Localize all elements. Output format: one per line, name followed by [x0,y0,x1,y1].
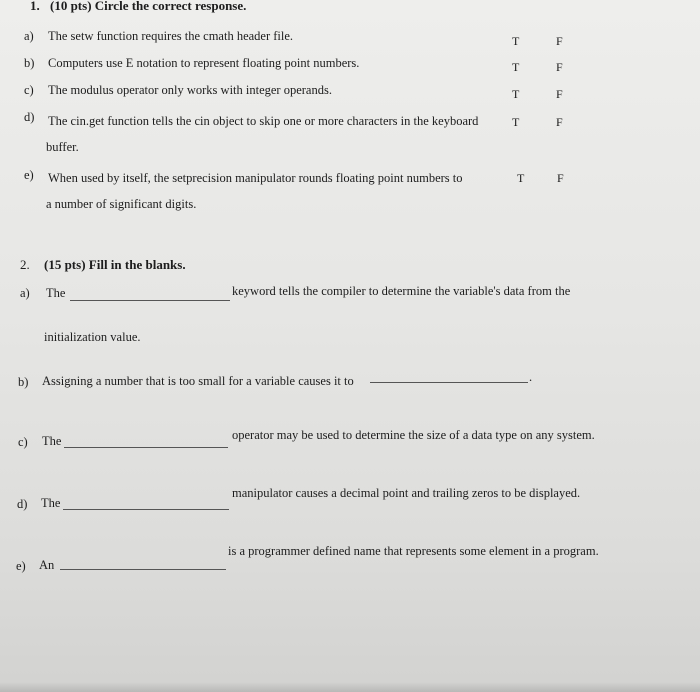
section2-number: 2. [20,257,30,272]
tf-item-d-false[interactable]: F [556,115,563,129]
page-shadow [0,682,700,692]
tf-item-e-continuation: a number of significant digits. [46,197,197,211]
blank-item-d-label: d) [17,497,28,511]
section1-number: 1. [30,0,40,13]
tf-item-d-true[interactable]: T [512,115,520,129]
blank-item-e-label: e) [16,559,26,573]
tf-item-e-text: When used by itself, the setprecision manipulator rounds floating point numbers to [48,171,463,185]
blank-item-a-continuation: initialization value. [44,330,141,344]
tf-item-a-false[interactable]: F [556,34,563,48]
tf-item-b-true[interactable]: T [512,60,520,74]
blank-item-b-post: . [529,370,533,384]
tf-item-c-text: The modulus operator only works with integer operands. [48,83,332,97]
tf-item-d-label: d) [24,110,35,124]
blank-item-e-pre: An [39,558,55,572]
blank-item-c-input[interactable] [64,447,228,448]
blank-item-b-input[interactable] [370,382,528,383]
blank-item-a-post: keyword tells the compiler to determine the variable's data from the [232,284,571,298]
blank-item-c-label: c) [18,435,28,449]
tf-item-b-text: Computers use E notation to represent floating point numbers. [48,56,360,70]
tf-item-c-label: c) [24,83,34,97]
tf-item-c-false[interactable]: F [556,87,563,101]
tf-item-a-true[interactable]: T [512,34,520,48]
blank-item-d-input[interactable] [63,509,229,510]
blank-item-c-post: operator may be used to determine the size of a data type on any system. [232,428,595,442]
section1-heading: (10 pts) Circle the correct response. [50,0,247,13]
blank-item-c-pre: The [42,434,62,448]
tf-item-d-text: The cin.get function tells the cin object to skip one or more characters in the keyboard [48,114,479,128]
tf-item-e-false[interactable]: F [557,171,564,185]
blank-item-d-pre: The [41,496,61,510]
section2-heading: (15 pts) Fill in the blanks. [44,257,186,272]
tf-item-e-label: e) [24,168,34,182]
blank-item-e-input[interactable] [60,569,226,570]
blank-item-a-label: a) [20,286,30,300]
blank-item-a-input[interactable] [70,300,230,301]
blank-item-b-pre: Assigning a number that is too small for a variable causes it to [42,374,354,388]
blank-item-e-post: is a programmer defined name that represents some element in a program. [228,544,599,558]
blank-item-b-label: b) [18,375,29,389]
tf-item-b-label: b) [24,56,35,70]
tf-item-e-true[interactable]: T [517,171,525,185]
tf-item-a-label: a) [24,29,34,43]
tf-item-d-continuation: buffer. [46,140,79,154]
tf-item-c-true[interactable]: T [512,87,520,101]
tf-item-b-false[interactable]: F [556,60,563,74]
tf-item-a-text: The setw function requires the cmath header file. [48,29,294,43]
blank-item-d-post: manipulator causes a decimal point and trailing zeros to be displayed. [232,486,581,500]
blank-item-a-pre: The [46,286,66,300]
